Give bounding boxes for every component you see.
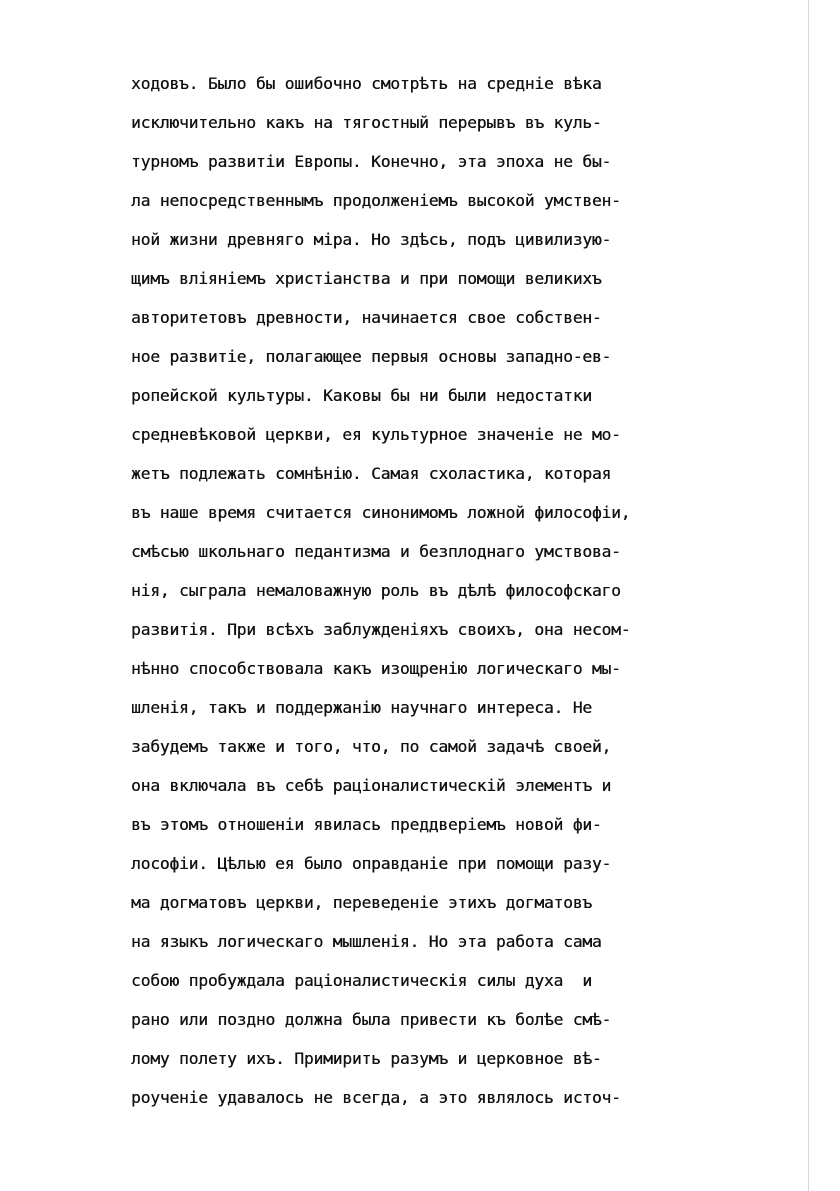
typed-text-block [131, 64, 731, 1117]
text-line: ла непосредственнымъ продолженіемъ высокой умствен- [131, 191, 621, 210]
text-line: на языкъ логическаго мышленія. Но эта работа сама [131, 932, 602, 951]
text-line: щимъ вліяніемъ христіанства и при помощи великихъ [131, 269, 602, 288]
text-line: ной жизни древняго міра. Но здѣсь, подъ цивилизую- [131, 230, 612, 249]
text-line: шленія, такъ и поддержанію научнаго интереса. Не [131, 698, 592, 717]
text-line: забудемъ также и того, что, по самой задачѣ своей, [131, 737, 612, 756]
text-line: нія, сыграла немаловажную роль въ дѣлѣ философскаго [131, 581, 621, 600]
text-line: лософіи. Цѣлью ея было оправданіе при помощи разу- [131, 854, 612, 873]
text-line: она включала въ себѣ раціоналистическій элементъ и [131, 776, 612, 795]
page-edge-line [808, 0, 809, 1191]
text-line: ма догматовъ церкви, переведеніе этихъ догматовъ [131, 893, 592, 912]
text-line: ходовъ. Было бы ошибочно смотрѣть на средніе вѣка [131, 74, 602, 93]
text-line: ное развитіе, полагающее первыя основы западно-ев- [131, 347, 612, 366]
text-line: жетъ подлежать сомнѣнію. Самая схоластика, которая [131, 464, 612, 483]
text-line: развитія. При всѣхъ заблужденіяхъ своихъ, она несом- [131, 620, 631, 639]
text-line: рано или поздно должна была привести къ болѣе смѣ- [131, 1010, 612, 1029]
text-line: лому полету ихъ. Примирить разумъ и церковное вѣ- [131, 1049, 602, 1068]
text-line: роученіе удавалось не всегда, а это являлось источ- [131, 1088, 621, 1107]
text-line: смѣсью школьнаго педантизма и безплоднаго умствова- [131, 542, 621, 561]
text-line: авторитетовъ древности, начинается свое собствен- [131, 308, 602, 327]
text-line: ропейской культуры. Каковы бы ни были недостатки [131, 386, 592, 405]
text-line: собою пробуждала раціоналистическія силы духа и [131, 971, 592, 990]
text-line: въ наше время считается синонимомъ ложной философіи, [131, 503, 631, 522]
text-line: въ этомъ отношеніи явилась преддверіемъ новой фи- [131, 815, 602, 834]
text-line: нѣнно способствовала какъ изощренію логическаго мы- [131, 659, 621, 678]
text-line: турномъ развитіи Европы. Конечно, эта эпоха не бы- [131, 152, 612, 171]
text-line: средневѣковой церкви, ея культурное значеніе не мо- [131, 425, 621, 444]
text-line: исключительно какъ на тягостный перерывъ въ куль- [131, 113, 602, 132]
